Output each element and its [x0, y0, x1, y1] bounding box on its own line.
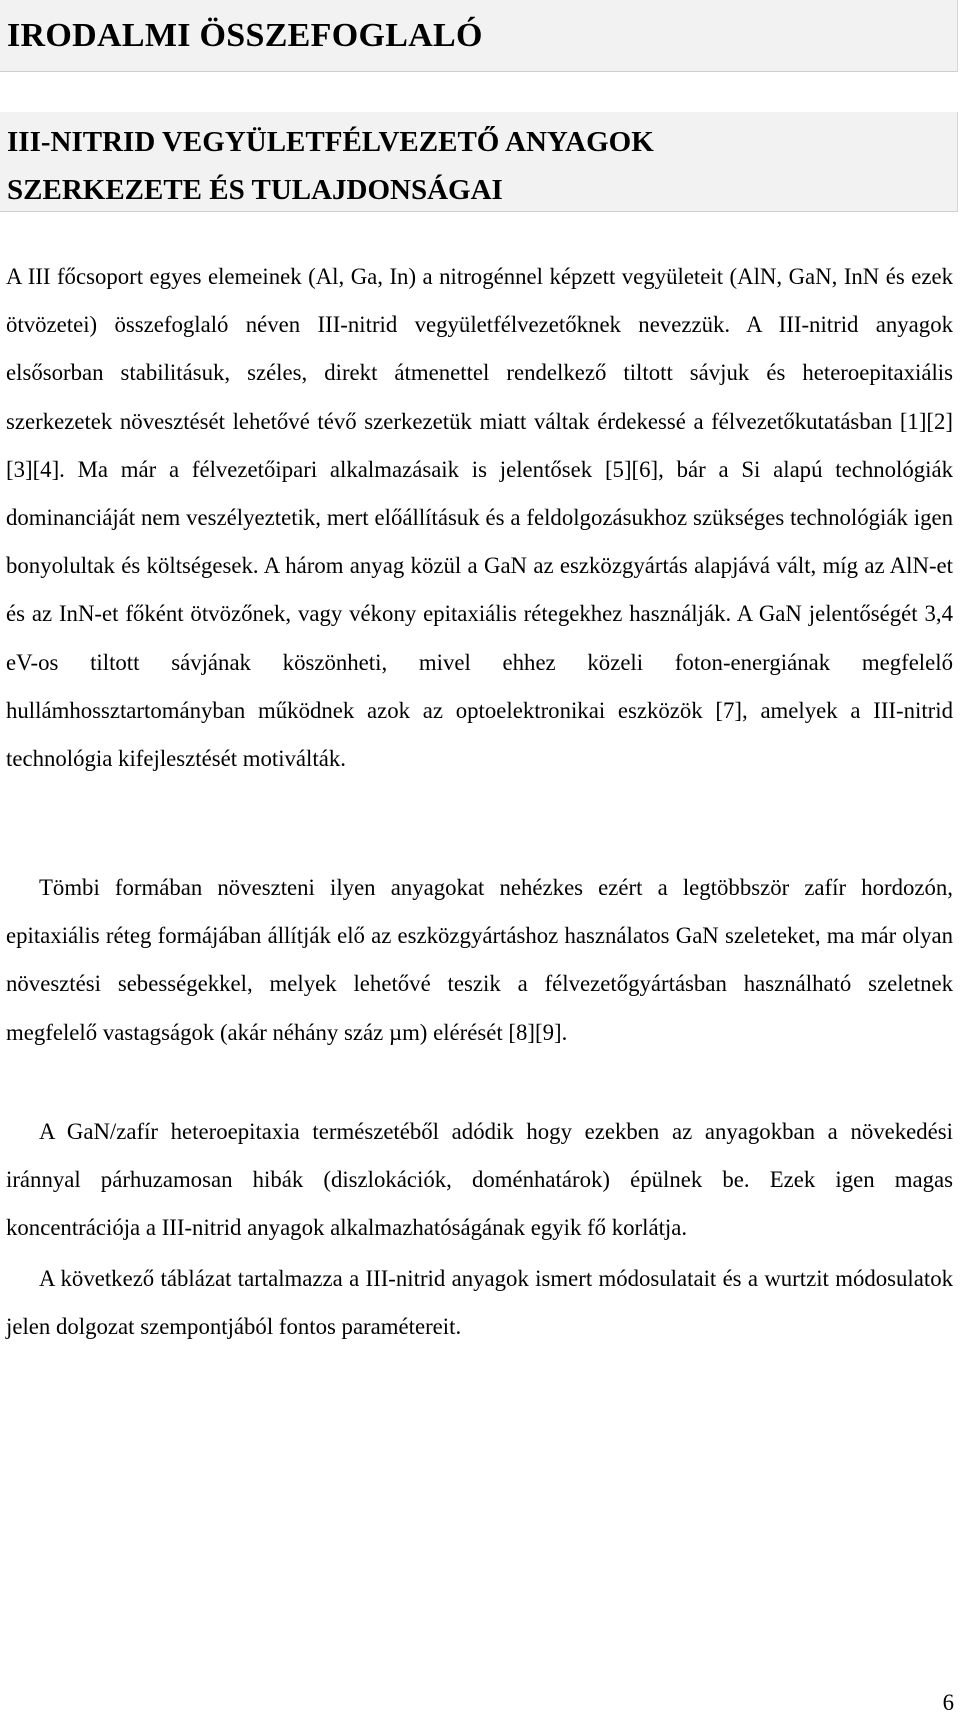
section-title-line-2: SZERKEZETE ÉS TULAJDONSÁGAI: [7, 174, 503, 206]
chapter-heading-box: [0, 0, 958, 72]
section-title-line-1: III-NITRID VEGYÜLETFÉLVEZETŐ ANYAGOK: [7, 126, 654, 158]
body-paragraph: A következő táblázat tartalmazza a III-nitrid anyagok ismert módosulatait és a wurtzit módosulatok jelen dolgozat szempontjából fontos paramétereit.: [6, 1266, 953, 1340]
body-paragraph-3-block: [6, 1108, 953, 1253]
body-paragraph: Tömbi formában növeszteni ilyen anyagokat nehézkes ezért a legtöbbször zafír hordozón, epitaxiális réteg formájában állítják elő az eszközgyártáshoz használatos GaN szeleteket, ma már olyan növesztési sebességekkel, melyek lehetővé teszik a félvezetőgyártásban használható szeletnek megfelelő vastagságok (akár néhány száz µm) elérését [8][9].: [6, 875, 953, 1045]
section-title: [7, 118, 654, 214]
body-paragraph-4-block: [6, 1255, 953, 1351]
page-number: 6: [942, 1690, 954, 1715]
body-paragraph-2-block: [6, 864, 953, 1057]
body-paragraph-1-block: [6, 253, 953, 783]
section-heading-box: [0, 112, 958, 212]
body-paragraph: A GaN/zafír heteroepitaxia természetéből adódik hogy ezekben az anyagokban a növekedési iránnyal párhuzamosan hibák (diszlokációk, doménhatárok) épülnek be. Ezek igen magas koncentrációja a III-nitrid anyagok alkalmazhatóságának egyik fő korlátja.: [6, 1119, 953, 1241]
chapter-title: IRODALMI ÖSSZEFOGLALÓ: [7, 17, 483, 54]
body-paragraph: A III főcsoport egyes elemeinek (Al, Ga, In) a nitrogénnel képzett vegyületeit (AlN, GaN, InN és ezek ötvözetei) összefoglaló néven III-nitrid vegyületfélvezetőknek nevezzük. A III-nitrid anyagok elsősorban stabilitásuk, széles, direkt átmenettel rendelkező tiltott sávjuk és heteroepitaxiális szerkezetek növesztését lehetővé tévő szerkezetük miatt váltak érdekessé a félvezetőkutatásban [1][2][3][4]. Ma már a félvezetőipari alkalmazásaik is jelentősek [5][6], bár a Si alapú technológiák dominanciáját nem veszélyeztetik, mert előállításuk és a feldolgozásukhoz szükséges technológiák igen bonyolultak és költségesek. A három anyag közül a GaN az eszközgyártás alapjává vált, míg az AlN-et és az InN-et főként ötvözőnek, vagy vékony epitaxiális rétegekhez használják. A GaN jelentőségét 3,4 eV-os tiltott sávjának köszönheti, mivel ehhez közeli foton-energiának megfelelő hullámhossztartományban működnek azok az optoelektronikai eszközök [7], amelyek a III-nitrid technológia kifejlesztését motiválták.: [6, 264, 953, 772]
